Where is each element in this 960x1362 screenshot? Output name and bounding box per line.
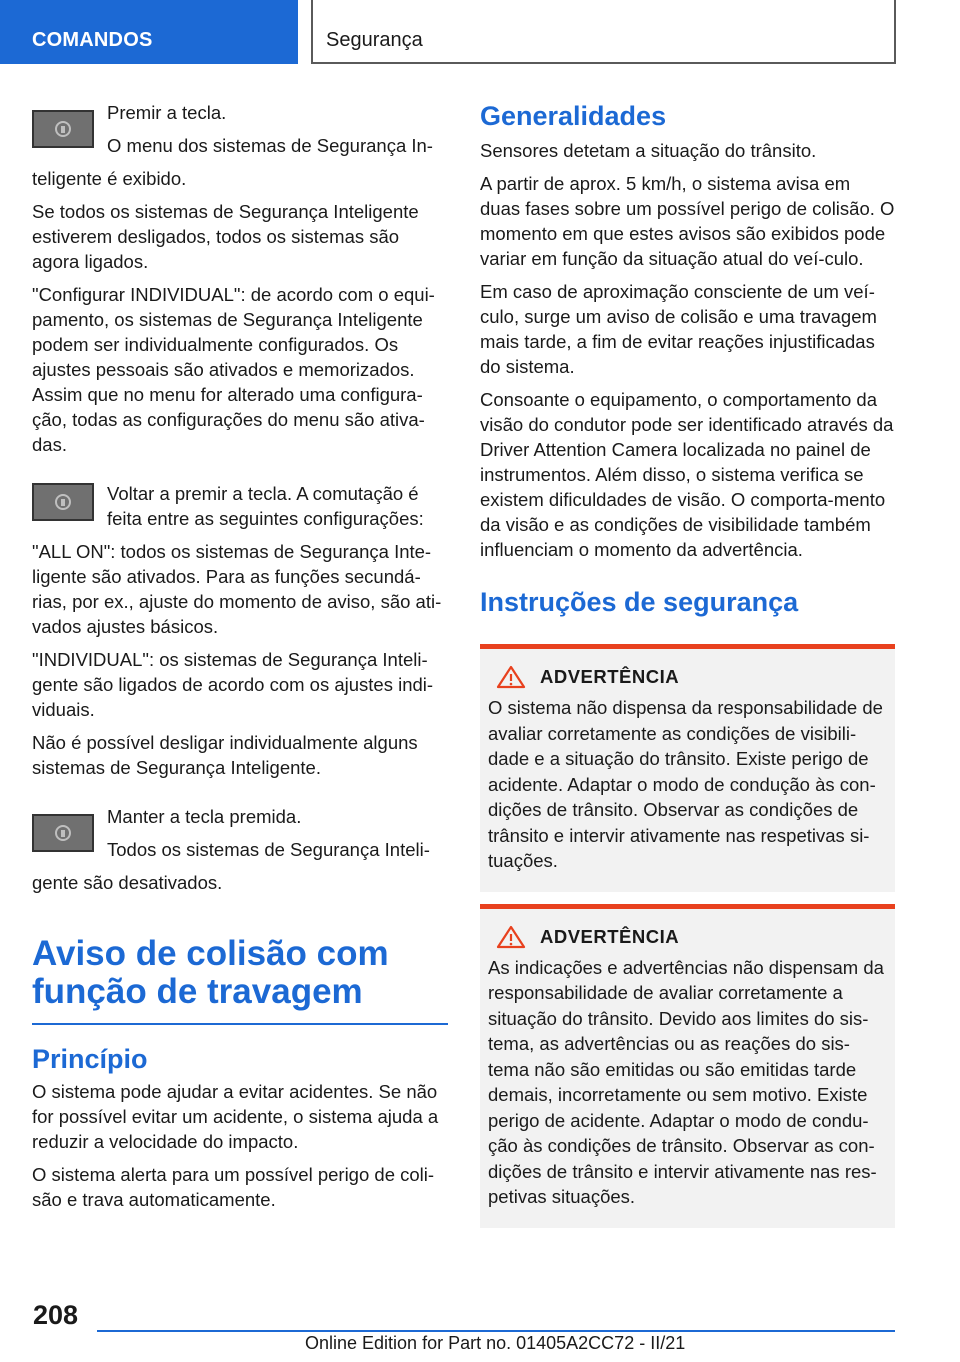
paragraph: "ALL ON": todos os sistemas de Segurança Inte-ligente são ativados. Para as funções secundá-rias, por ex., ajuste do momento de aviso, são ati-vados ajustes básicos. [32,541,442,637]
paragraph: A partir de aprox. 5 km/h, o sistema avisa em duas fases sobre um possível perigo de colisão. O momento em que estes avisos são exibidos pode variar em função da situação atual do veí-culo. [480,173,895,269]
button-instruction-3 [32,804,448,862]
footer-rule [97,1330,895,1332]
intelligent-safety-button-icon [32,110,94,148]
button-instruction-2 [32,481,448,531]
paragraph: "Configurar INDIVIDUAL": de acordo com o equi-pamento, os sistemas de Segurança Inteligente podem ser individualmente configurados. Os ajustes pessoais são ativados e memorizados. Assim que no menu for alterado uma configura-ção, todas as configurações do menu são ativa-das. [32,284,435,455]
warning-text: O sistema não dispensa da responsabilidade de avaliar corretamente as condições de visibili-dade e a situação do trânsito. Existe perigo de acidente. Adaptar o modo de condução às con-dições de trânsito. Observar as condições de trânsito e intervir ativamente nas respetivas si-tuações. [488,697,883,871]
paragraph: "INDIVIDUAL": os sistemas de Segurança Inteli-gente são ligados de acordo com os ajustes indi-viduais. [32,649,434,720]
paragraph: Em caso de aproximação consciente de um veí-culo, surge um aviso de colisão e uma travagem mais tarde, a fim de evitar reações injustificadas do sistema. [480,281,877,377]
subsection-title: Princípio [32,1044,148,1074]
paragraph: gente são desativados. [32,872,223,893]
paragraph: Se todos os sistemas de Segurança Inteligente estiverem desligados, todos os sistemas são agora ligados. [32,201,419,272]
warning-triangle-icon [496,925,526,949]
paragraph: O sistema pode ajudar a evitar acidentes. Se não for possível evitar um acidente, o sistema ajuda a reduzir a velocidade do impacto. [32,1081,439,1152]
paragraph: teligente é exibido. [32,168,187,189]
warning-box [480,644,895,892]
section-title: Aviso de colisão com função de travagem [32,934,389,1011]
page-number: 208 [33,1300,79,1330]
subsection-title: Instruções de segurança [480,587,799,617]
instruction-text: Premir a tecla. [107,102,227,123]
warning-label: ADVERTÊNCIA [540,666,680,687]
subsection-title: Generalidades [480,101,667,131]
header-section-label: COMANDOS [0,0,298,64]
right-column [480,100,895,1228]
header-topic-label: Segurança [311,0,896,64]
section-rule [32,1023,448,1025]
warning-label: ADVERTÊNCIA [540,925,680,947]
paragraph: Não é possível desligar individualmente alguns sistemas de Segurança Inteligente. [32,732,418,778]
paragraph: O sistema alerta para um possível perigo de coli-são e trava automaticamente. [32,1164,435,1210]
paragraph: Sensores detetam a situação do trânsito. [480,140,817,161]
intelligent-safety-button-icon [32,814,94,852]
button-instruction-1 [32,100,448,158]
paragraph: Consoante o equipamento, o comportamento da visão do condutor pode ser identificado através da Driver Attention Camera localizada no painel de instrumentos. Além disso, o sistema verifica se existem dificuldades de visão. O comporta-mento da visão e as condições de visibilidade também influenciam o momento da advertência. [480,389,894,560]
instruction-text: Todos os sistemas de Segurança Inteli- [107,839,430,860]
instruction-text: Voltar a premir a tecla. A comutação é feita entre as seguintes configurações: [107,483,424,529]
intelligent-safety-button-icon [32,483,94,521]
edition-text: Online Edition for Part no. 01405A2CC72 - II/21 [305,1333,686,1353]
warning-text: As indicações e advertências não dispensam da responsabilidade de avaliar corretamente a situação do trânsito. Devido aos limites do sis-tema, as advertências ou as reações do sis-tema não são emitidas ou são emitidas tarde demais, incorretamente ou sem motivo. Existe perigo de acidente. Adaptar o modo de condu-ção às condições de trânsito. Observar as con-dições de trânsito e intervir ativamente nas res-petivas situações. [488,956,884,1207]
warning-triangle-icon [496,665,526,689]
instruction-text: Manter a tecla premida. [107,806,302,827]
warning-box [480,904,895,1228]
left-column [32,100,448,1220]
instruction-text: O menu dos sistemas de Segurança In- [107,135,433,156]
